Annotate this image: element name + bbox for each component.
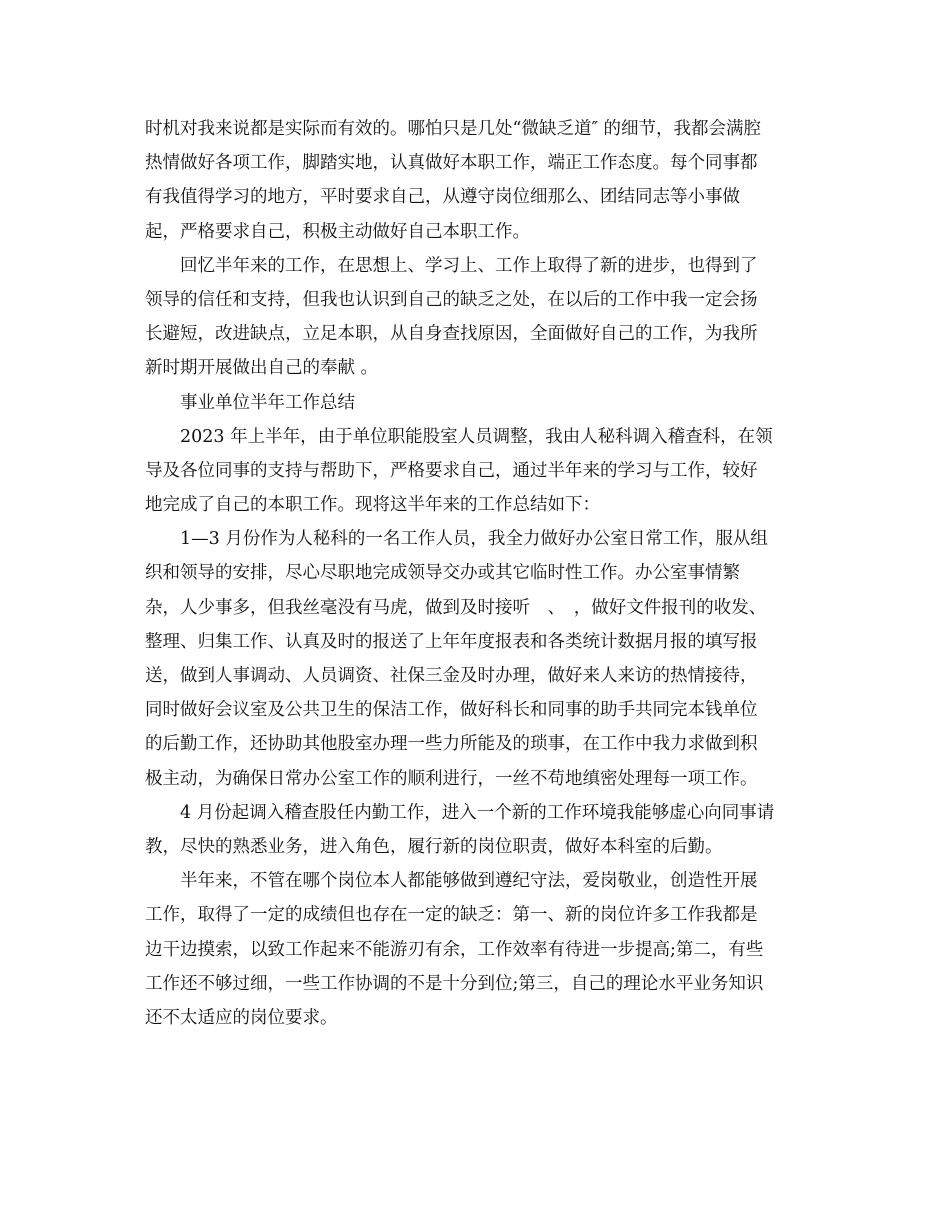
text-line: 半年来，不管在哪个岗位本人都能够做到遵纪守法，爱岗敬业，创造性开展	[180, 871, 758, 892]
document-body	[145, 112, 810, 1035]
text-line: 还不太适应的岗位要求。	[145, 1007, 338, 1028]
text-line: 长避短，改进缺点，立足本职，从自身查找原因，全面做好自己的工作，为我所	[145, 324, 758, 345]
text-line: 极主动，为确保日常办公室工作的顺利进行，一丝不苟地缜密处理每一项工作。	[145, 768, 758, 789]
paragraph-5	[145, 796, 810, 864]
text-line: 工作，取得了一定的成绩但也存在一定的缺乏：第一、新的岗位许多工作我都是	[145, 905, 758, 926]
text-line: 工作还不够过细，一些工作协调的不是十分到位;第三，自己的理论水平业务知识	[145, 973, 764, 994]
text-line: 新时期开展做出自己的奉献 。	[145, 358, 379, 379]
section-heading	[145, 386, 810, 420]
text-line: 同时做好会议室及公共卫生的保洁工作，做好科长和同事的助手共同完本钱单位	[145, 700, 758, 721]
text-line: 整理、归集工作、认真及时的报送了上年年度报表和各类统计数据月报的填写报	[145, 631, 758, 652]
text-line: 教，尽快的熟悉业务，进入角色，履行新的岗位职责，做好本科室的后勤。	[145, 836, 723, 857]
text-line: 边干边摸索，以致工作起来不能游刃有余，工作效率有待进一步提高;第二，有些	[145, 939, 764, 960]
paragraph-3	[145, 420, 810, 523]
text-line: 送，做到人事调动、人员调资、社保三金及时办理，做好来人来访的热情接待，	[145, 666, 758, 686]
text-line: 2023 年上半年，由于单位职能股室人员调整，我由人秘科调入稽查科，在领	[180, 426, 773, 447]
paragraph-6	[145, 864, 810, 1035]
text-line: 热情做好各项工作，脚踏实地，认真做好本职工作，端正工作态度。每个同事都	[145, 153, 758, 174]
text-line: 的后勤工作，还协助其他股室办理一些力所能及的琐事，在工作中我力求做到积	[145, 734, 758, 755]
heading-text: 事业单位半年工作总结	[180, 392, 355, 413]
text-line: 起，严格要求自己，积极主动做好自己本职工作。	[145, 221, 530, 242]
paragraph-1	[145, 112, 810, 249]
text-line: 1—3 月份作为人秘科的一名工作人员，我全力做好办公室日常工作，服从组	[180, 529, 768, 550]
text-line: 领导的信任和支持，但我也认识到自己的缺乏之处，在以后的工作中我一定会扬	[145, 289, 758, 310]
text-line: 时机对我来说都是实际而有效的。哪怕只是几处“微缺乏道″ 的细节，我都会满腔	[145, 119, 762, 139]
text-line: 回忆半年来的工作，在思想上、学习上、工作上取得了新的进步，也得到了	[180, 255, 758, 276]
text-line: 杂，人少事多，但我丝毫没有马虎，做到及时接听 、 ，做好文件报刊的收发、	[145, 597, 767, 618]
text-line: 地完成了自己的本职工作。现将这半年来的工作总结如下：	[145, 495, 600, 516]
text-line: 有我值得学习的地方，平时要求自己，从遵守岗位细那么、团结同志等小事做	[145, 187, 740, 208]
text-line: 织和领导的安排，尽心尽职地完成领导交办或其它临时性工作。办公室事情繁	[145, 563, 740, 584]
paragraph-2	[145, 249, 810, 386]
text-line: 4 月份起调入稽查股任内勤工作，进入一个新的工作环境我能够虚心向同事请	[180, 802, 775, 823]
text-line: 导及各位同事的支持与帮助下，严格要求自己，通过半年来的学习与工作，较好	[145, 460, 758, 481]
paragraph-4	[145, 522, 810, 796]
